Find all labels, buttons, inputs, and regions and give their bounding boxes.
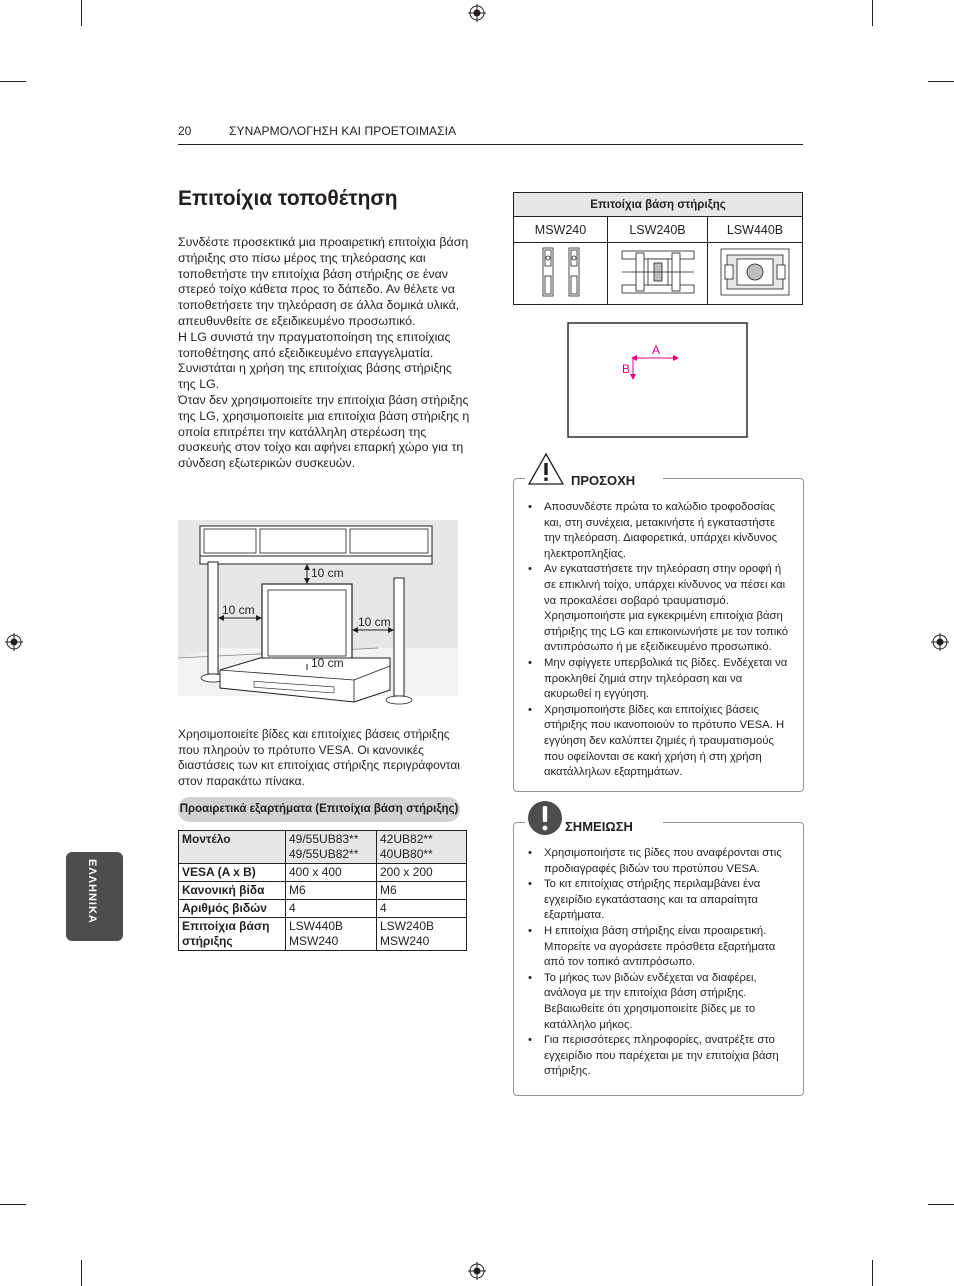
- bracket-image-cell: [514, 243, 608, 305]
- table-cell: M6: [377, 882, 467, 900]
- intro-paragraph: Η LG συνιστά την πραγματοποίηση της επιτοίχιας τοποθέτησης από εξειδικευμένο επαγγελματία. Συνιστάται η χρήση της επιτοίχιας βάσης στήριξης της LG.: [178, 329, 452, 392]
- list-item: • Μην σφίγγετε υπερβολικά τις βίδες. Ενδέχεται να προκληθεί ζημιά στην τηλεόραση και να ακυρωθεί η εγγύηση.: [527, 656, 792, 703]
- table-row: [514, 193, 803, 217]
- table-cell: [377, 831, 467, 864]
- table-row: [179, 831, 467, 864]
- caution-header: [525, 452, 663, 488]
- table-row: [514, 243, 803, 305]
- crop-mark: [81, 0, 82, 26]
- list-item: • Αν εγκαταστήσετε την τηλεόραση στην οροφή ή σε επικλινή τοίχο, υπάρχει κίνδυνος να πέσει και να προκαλέσει σοβαρό τραυματισμό. Χρησιμοποιήστε μια εγκεκριμένη επιτοίχια βάση στήριξης της LG και επικοινωνήστε με τον τοπικό αντιπρόσωπο ή με εξειδικευμένο προσωπικό.: [527, 562, 792, 656]
- intro-paragraph: Όταν δεν χρησιμοποιείτε την επιτοίχια βάση στήριξης της LG, χρησιμοποιείτε μια επιτοίχια βάση στήριξης η οποία επιτρέπει την κατάλληλη στερέωση της συσκευής στον τοίχο και αφήνει επαρκή χώρο για τη σύνδεση εξωτερικών συσκευών.: [178, 392, 470, 471]
- list-item: • Αποσυνδέστε πρώτα το καλώδιο τροφοδοσίας και, στη συνέχεια, μετακινήστε ή εγκαταστήστε την τηλεόραση. Διαφορετικά, υπάρχει κίνδυνος ηλεκτροπληξίας.: [527, 500, 792, 562]
- crop-mark: [81, 1260, 82, 1286]
- table-cell: 4: [377, 900, 467, 918]
- note-header: [525, 798, 663, 840]
- crop-mark: [0, 1204, 26, 1205]
- language-tab: [66, 852, 123, 941]
- crop-mark: [0, 81, 26, 82]
- cell-line: 49/55UB82**: [289, 847, 359, 861]
- registration-mark-icon: [468, 4, 486, 22]
- msw240-bracket-icon: [531, 244, 591, 300]
- lsw240b-bracket-icon: [618, 245, 698, 299]
- vesa-spec-table: [178, 830, 467, 951]
- caution-title: ΠΡΟΣΟΧΗ: [571, 473, 636, 488]
- wall-mount-clearance-illustration: [178, 520, 460, 720]
- cell-line: 42UB82**: [380, 832, 433, 846]
- note-list: [527, 846, 792, 1080]
- table-row: [179, 900, 467, 918]
- vesa-ab-diagram: [567, 322, 749, 438]
- list-item: • Το κιτ επιτοίχιας στήριξης περιλαμβάνει ένα εγχειρίδιο εγκατάστασης και τα απαραίτητα εξαρτήματα.: [527, 877, 792, 924]
- registration-mark-icon: [468, 1262, 486, 1280]
- table-cell: Κανονική βίδα: [179, 882, 286, 900]
- bracket-image-cell: [708, 243, 803, 305]
- table-cell: [377, 918, 467, 951]
- registration-mark-icon: [5, 633, 23, 651]
- intro-paragraph: Συνδέστε προσεκτικά μια προαιρετική επιτοίχια βάση στήριξης στο πίσω μέρος της τηλεόρασης και τοποθετήστε την επιτοίχια βάση στήριξης σε έναν στερεό τοίχο κάθετα προς το δάπεδο. Αν θέλετε να τοποθετήσετε την τηλεόραση σε άλλα δομικά υλικά, απευθυνθείτε σε εξειδικευμένο προσωπικό.: [178, 235, 469, 328]
- note-exclamation-icon: [527, 798, 563, 838]
- cell-line: 40UB80**: [380, 847, 433, 861]
- table-row: [514, 217, 803, 243]
- list-item: • Το μήκος των βιδών ενδέχεται να διαφέρει, ανάλογα με την επιτοίχια βάση στήριξης. Βεβαιωθείτε ότι χρησιμοποιείτε βίδες με το κατάλληλο μήκος.: [527, 971, 792, 1033]
- table-cell: Επιτοίχια βάση στήριξης: [179, 918, 286, 951]
- table-cell: 200 x 200: [377, 864, 467, 882]
- bracket-model: MSW240: [514, 217, 608, 243]
- intro-text: [178, 235, 470, 472]
- clearance-label-bottom: 10 cm: [311, 656, 344, 670]
- note-title: ΣΗΜΕΙΩΣΗ: [565, 819, 633, 834]
- registration-mark-icon: [931, 633, 949, 651]
- table-cell: [286, 831, 377, 864]
- caution-list: [527, 500, 792, 781]
- page-title: Επιτοίχια τοποθέτηση: [178, 187, 398, 210]
- cell-line: MSW240: [289, 934, 339, 948]
- cell-line: LSW240B: [380, 919, 435, 933]
- crop-mark: [872, 0, 873, 26]
- vesa-description: Χρησιμοποιείτε βίδες και επιτοίχιες βάσεις στήριξης που πληρούν το πρότυπο VESA. Οι κανονικές διαστάσεις των κιτ επιτοίχιας στήριξης περιγράφονται στον παρακάτω πίνακα.: [178, 727, 460, 789]
- list-item: • Για περισσότερες πληροφορίες, ανατρέξτε στο εγχειρίδιο που παρέχεται με την επιτοίχια βάση στήριξης.: [527, 1033, 792, 1080]
- list-item: • Χρησιμοποιήστε τις βίδες που αναφέρονται στις προδιαγραφές βιδών του προτύπου VESA.: [527, 846, 792, 877]
- bracket-table: [513, 192, 803, 305]
- cell-line: 49/55UB83**: [289, 832, 359, 846]
- header-rule: [178, 144, 803, 145]
- table-cell: Αριθμός βιδών: [179, 900, 286, 918]
- bracket-table-title: Επιτοίχια βάση στήριξης: [514, 193, 803, 217]
- dimension-b-label: B: [622, 362, 631, 376]
- running-title: ΣΥΝΑΡΜΟΛΟΓΗΣΗ ΚΑΙ ΠΡΟΕΤΟΙΜΑΣΙΑ: [229, 124, 457, 138]
- table-cell: VESA (A x B): [179, 864, 286, 882]
- warning-triangle-icon: [527, 452, 565, 486]
- table-row: [179, 864, 467, 882]
- lsw440b-bracket-icon: [715, 245, 795, 299]
- clearance-label-left: 10 cm: [222, 603, 255, 617]
- table-cell: M6: [286, 882, 377, 900]
- table-cell: [286, 918, 377, 951]
- clearance-label-right: 10 cm: [358, 615, 391, 629]
- language-tab-label: ΕΛΛΗΝΙΚΑ: [86, 859, 98, 924]
- list-item: • Η επιτοίχια βάση στήριξης είναι προαιρετική. Μπορείτε να αγοράσετε πρόσθετα εξαρτήματα από τον τοπικό αντιπρόσωπο.: [527, 924, 792, 971]
- dimension-a-label: A: [652, 343, 661, 357]
- cell-line: MSW240: [380, 934, 430, 948]
- table-row: [179, 882, 467, 900]
- table-row: [179, 918, 467, 951]
- crop-mark: [928, 81, 954, 82]
- crop-mark: [928, 1204, 954, 1205]
- optional-accessories-label: Προαιρετικά εξαρτήματα (Επιτοίχια βάση στήριξης): [178, 797, 460, 822]
- clearance-label-top: 10 cm: [311, 566, 344, 580]
- bracket-model: LSW440B: [708, 217, 803, 243]
- crop-mark: [872, 1260, 873, 1286]
- bracket-image-cell: [608, 243, 708, 305]
- bracket-model: LSW240B: [608, 217, 708, 243]
- table-cell: 4: [286, 900, 377, 918]
- list-item: • Χρησιμοποιήστε βίδες και επιτοίχιες βάσεις στήριξης που ικανοποιούν το πρότυπο VESA. Η εγγύηση δεν καλύπτει ζημιές ή τραυματισμούς που οφείλονται σε κακή χρήση ή στη χρήση ακατάλληλων εξαρτημάτων.: [527, 703, 792, 781]
- table-cell: Μοντέλο: [179, 831, 286, 864]
- cell-line: LSW440B: [289, 919, 344, 933]
- page-number: 20: [178, 124, 192, 138]
- table-cell: 400 x 400: [286, 864, 377, 882]
